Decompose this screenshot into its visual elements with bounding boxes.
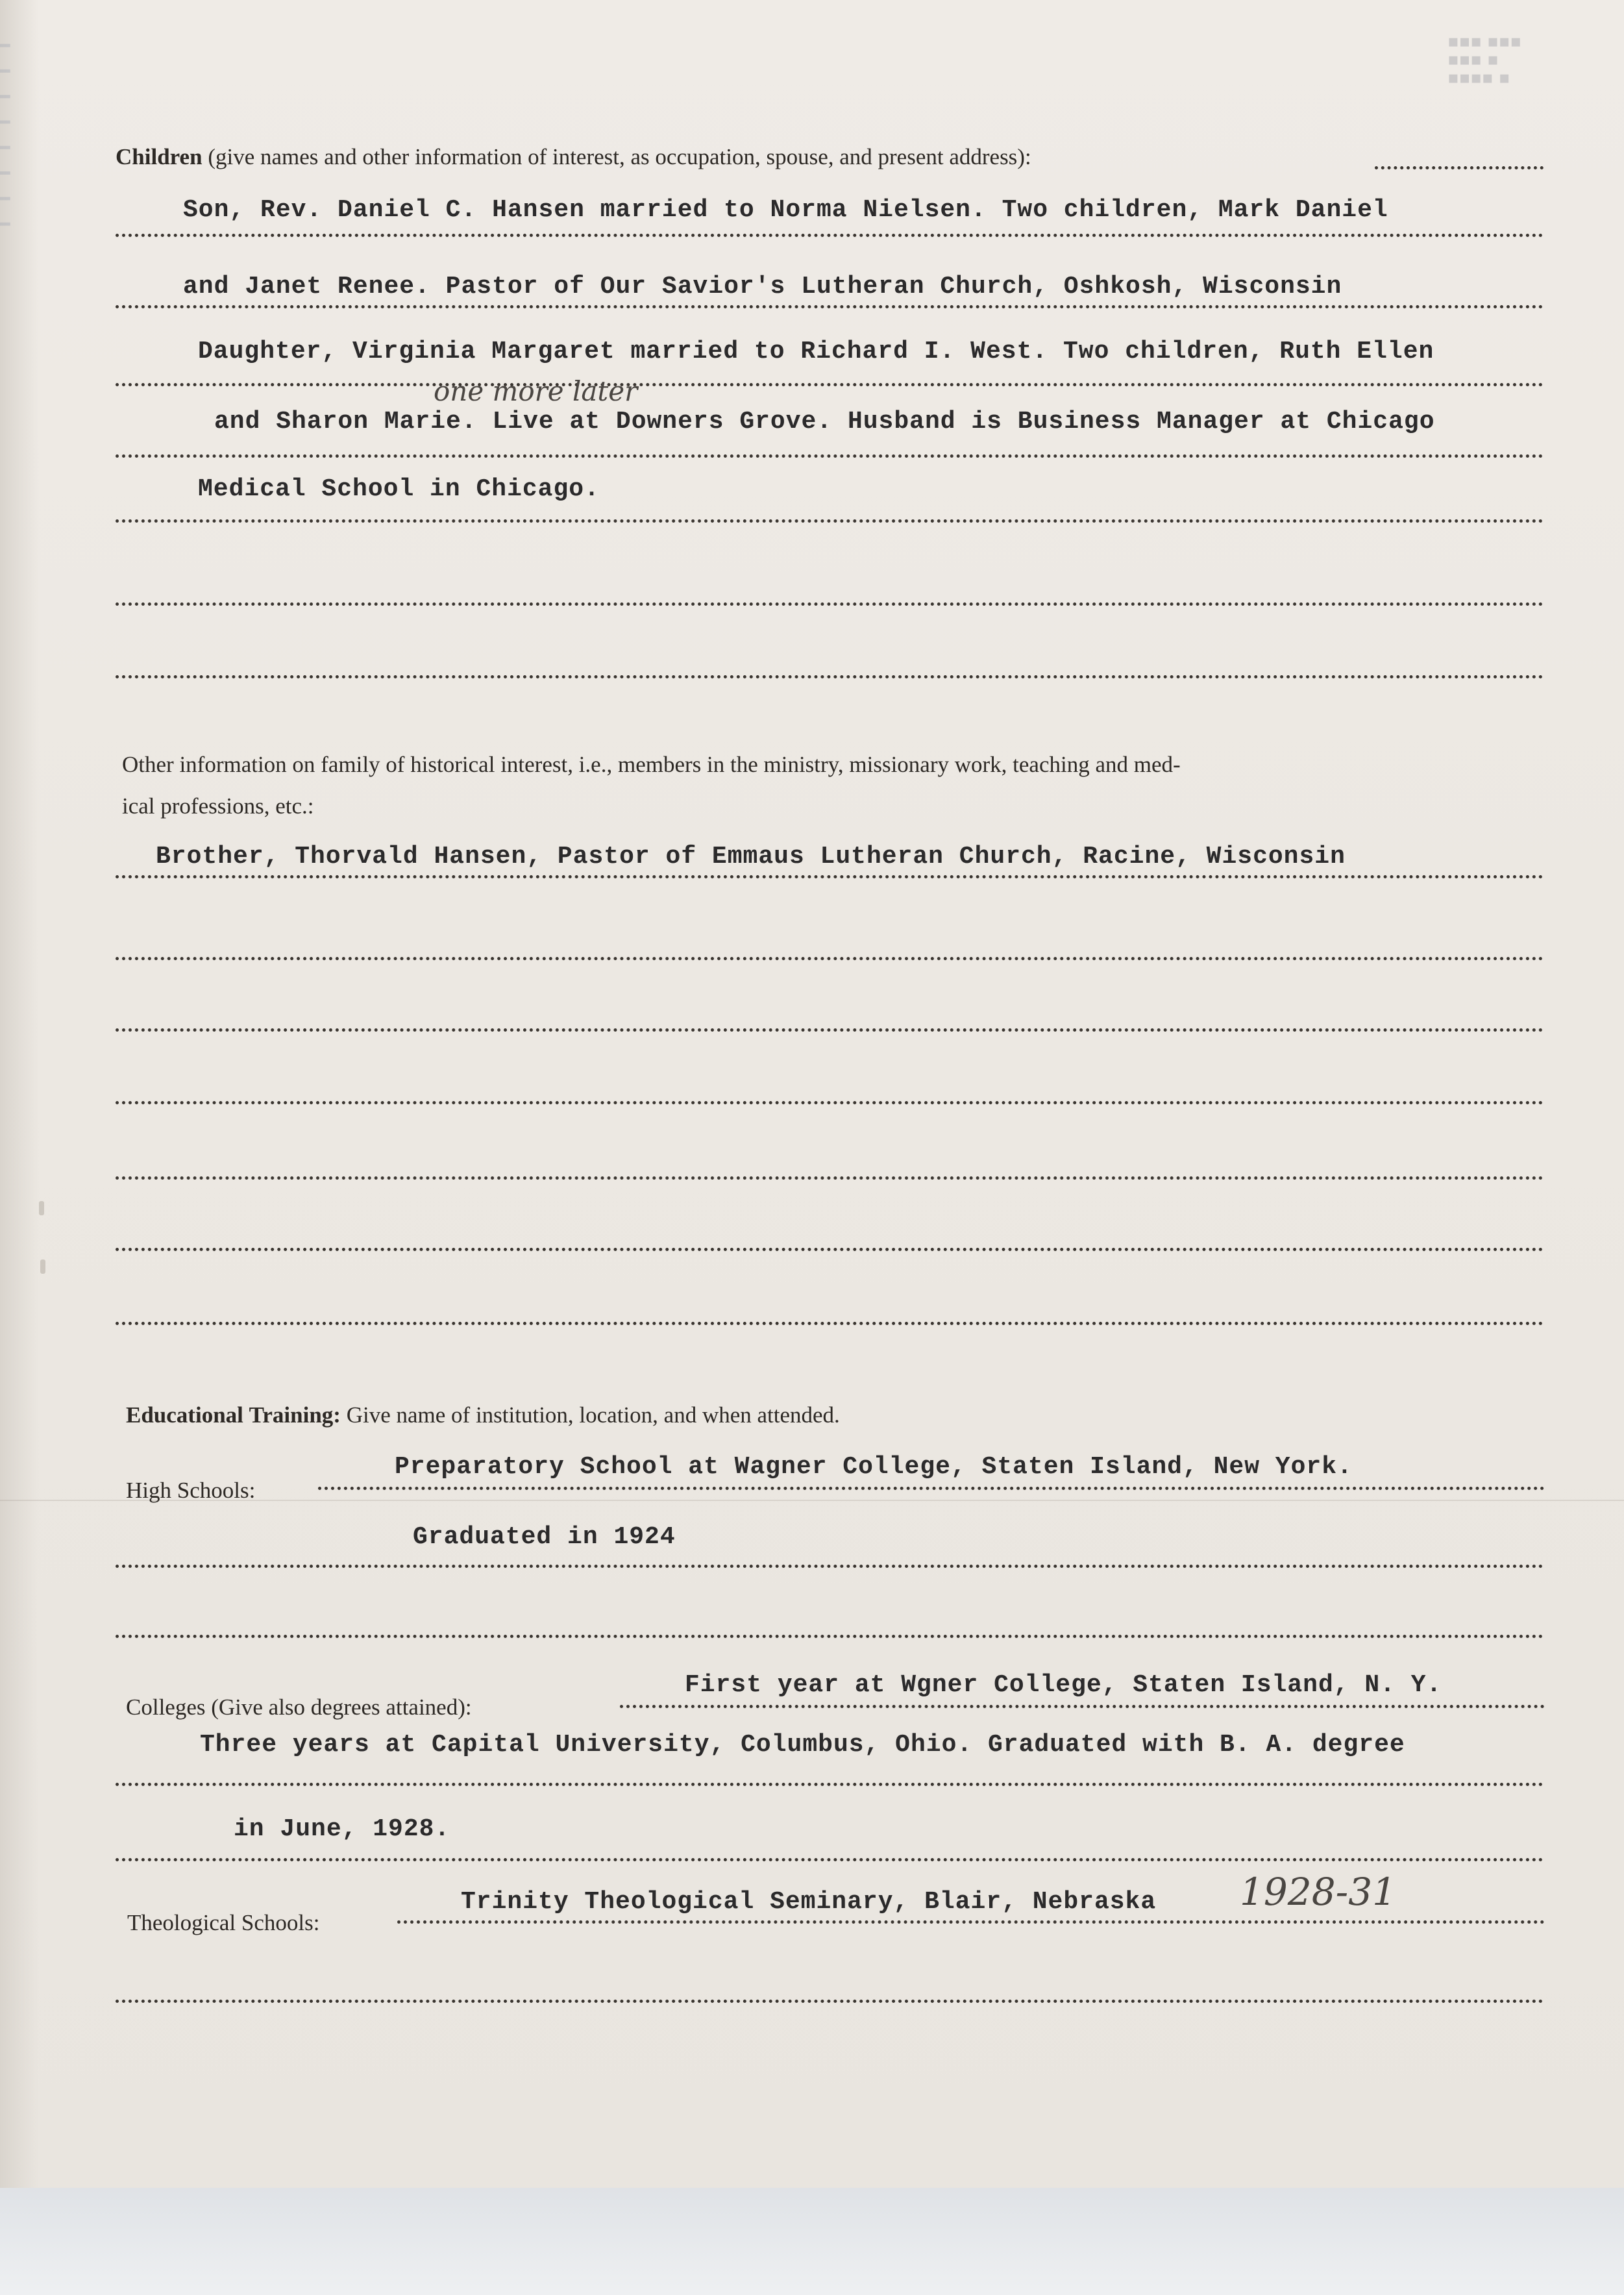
- high-schools-dotline-1: [318, 1487, 1545, 1490]
- high-schools-line-2: Graduated in 1924: [413, 1523, 676, 1551]
- children-line-2: and Janet Renee. Pastor of Our Savior's Lutheran Church, Oshkosh, Wisconsin: [183, 273, 1342, 301]
- children-dotline-1: [116, 234, 1544, 237]
- scan-margin: [0, 2188, 1624, 2295]
- corner-bleed-through: ▪▪▪ ▪▪▪ ▪▪▪ ▪ ▪▪▪▪ ▪: [1447, 32, 1521, 88]
- other-info-dotline-2: [116, 957, 1544, 960]
- colleges-label: Colleges (Give also degrees attained):: [126, 1694, 472, 1720]
- theological-dotline-2: [116, 2000, 1544, 2003]
- other-info-dotline-3: [116, 1028, 1544, 1032]
- other-info-dotline-1: [116, 875, 1544, 878]
- children-dotline-3: [116, 383, 1544, 386]
- other-info-dotline-4: [116, 1101, 1544, 1104]
- children-line-3: Daughter, Virginia Margaret married to Richard I. West. Two children, Ruth Ellen: [198, 338, 1434, 366]
- children-label: Children (give names and other information of interest, as occupation, spouse, and present address):: [116, 144, 1031, 169]
- high-schools-dotline-2: [116, 1565, 1544, 1568]
- children-line-5: Medical School in Chicago.: [198, 475, 600, 503]
- bleed-through-marks: [13, 39, 52, 1013]
- colleges-dotline-1: [620, 1705, 1545, 1708]
- high-schools-line-1: Preparatory School at Wagner College, Staten Island, New York.: [395, 1453, 1353, 1481]
- theological-handwritten-years: 1928-31: [1240, 1870, 1397, 1914]
- children-label-dotline: [1375, 166, 1544, 169]
- other-info-dotline-5: [116, 1176, 1544, 1180]
- theological-line-1: Trinity Theological Seminary, Blair, Nebraska: [461, 1888, 1157, 1916]
- colleges-line-3: in June, 1928.: [234, 1815, 450, 1843]
- other-info-line-1: Brother, Thorvald Hansen, Pastor of Emmaus Lutheran Church, Racine, Wisconsin: [156, 843, 1346, 871]
- children-dotline-4: [116, 454, 1544, 458]
- education-heading: Educational Training: Give name of institution, location, and when attended.: [126, 1402, 840, 1428]
- children-line-1: Son, Rev. Daniel C. Hansen married to Norma Nielsen. Two children, Mark Daniel: [183, 196, 1388, 224]
- children-dotline-2: [116, 305, 1544, 308]
- children-dotline-6: [116, 602, 1544, 606]
- other-info-dotline-6: [116, 1248, 1544, 1251]
- other-info-label-line-1: Other information on family of historical interest, i.e., members in the ministry, missionary work, teaching and med-: [122, 752, 1181, 777]
- children-dotline-7: [116, 675, 1544, 678]
- colleges-line-2: Three years at Capital University, Columbus, Ohio. Graduated with B. A. degree: [200, 1731, 1405, 1759]
- theological-dotline-1: [397, 1920, 1545, 1924]
- colleges-line-1: First year at Wgner College, Staten Island, N. Y.: [685, 1671, 1442, 1699]
- children-dotline-5: [116, 519, 1544, 523]
- high-schools-label: High Schools:: [126, 1478, 256, 1503]
- children-line-4: and Sharon Marie. Live at Downers Grove. Husband is Business Manager at Chicago: [214, 408, 1435, 436]
- colleges-dotline-2: [116, 1783, 1544, 1786]
- colleges-dotline-3: [116, 1858, 1544, 1861]
- theological-label: Theological Schools:: [127, 1910, 320, 1935]
- other-info-label-line-2: ical professions, etc.:: [122, 793, 314, 819]
- handwritten-note: one more later: [434, 375, 638, 407]
- other-info-dotline-7: [116, 1322, 1544, 1325]
- high-schools-dotline-3: [116, 1635, 1544, 1638]
